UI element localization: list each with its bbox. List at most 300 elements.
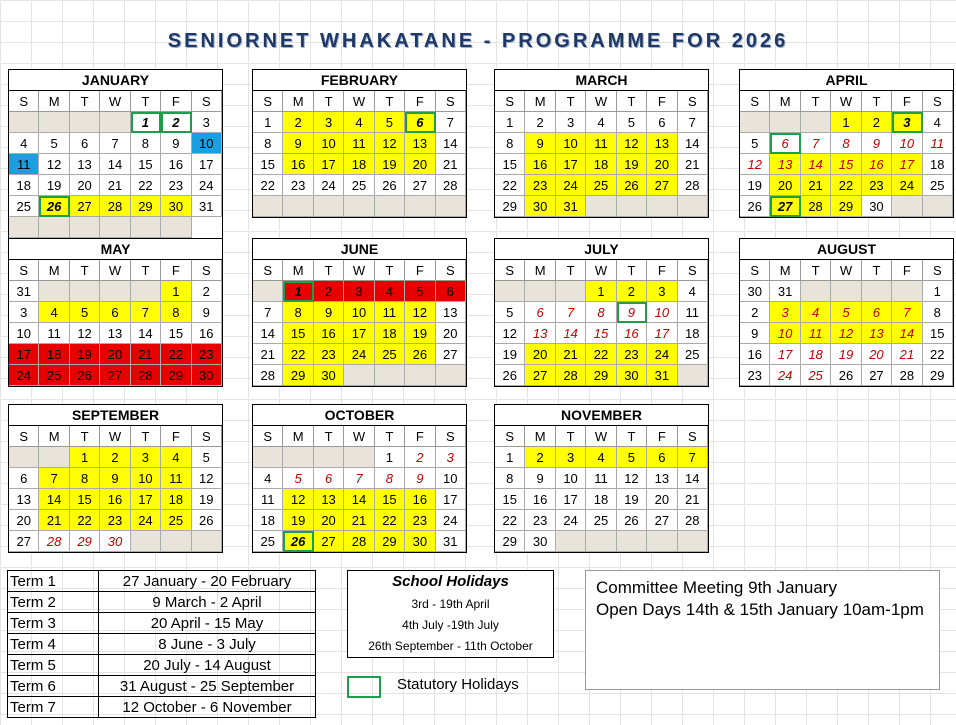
day-cell: 15 (495, 154, 525, 175)
day-cell: 20 (436, 323, 466, 344)
day-cell: 30 (862, 196, 892, 217)
day-cell: 17 (556, 489, 586, 510)
empty-day-cell (862, 281, 892, 302)
day-cell: 20 (100, 344, 130, 365)
month-may (8, 238, 223, 387)
month-grid (253, 91, 466, 217)
day-cell: 14 (39, 489, 69, 510)
day-cell: 13 (647, 133, 677, 154)
day-cell: 28 (892, 365, 922, 386)
day-cell: 10 (556, 468, 586, 489)
day-cell: 13 (70, 154, 100, 175)
day-cell: 11 (9, 154, 39, 175)
day-cell: 28 (253, 365, 283, 386)
day-cell: 17 (556, 154, 586, 175)
term-row (8, 571, 316, 592)
empty-day-cell (314, 196, 344, 217)
weekday-header: T (556, 91, 586, 112)
day-cell: 11 (39, 323, 69, 344)
day-cell: 23 (161, 175, 191, 196)
page-title: SENIORNET WHAKATANE - PROGRAMME FOR 2026 (167, 30, 789, 52)
day-cell: 15 (375, 489, 405, 510)
day-cell: 18 (344, 154, 374, 175)
empty-day-cell (314, 447, 344, 468)
weekday-header: T (617, 426, 647, 447)
day-cell: 12 (405, 302, 435, 323)
school-holiday-line: 3rd - 19th April (411, 597, 490, 611)
day-cell: 26 (375, 175, 405, 196)
day-cell: 20 (70, 175, 100, 196)
empty-day-cell (100, 217, 130, 238)
empty-day-cell (556, 531, 586, 552)
empty-day-cell (39, 447, 69, 468)
month-grid (740, 91, 953, 217)
day-cell: 27 (9, 531, 39, 552)
weekday-header: S (9, 426, 39, 447)
day-cell: 30 (405, 531, 435, 552)
day-cell: 13 (647, 468, 677, 489)
day-cell: 1 (375, 447, 405, 468)
day-cell: 22 (495, 175, 525, 196)
term-row (8, 697, 316, 718)
empty-day-cell (647, 531, 677, 552)
month-november (494, 404, 709, 553)
day-cell: 18 (375, 323, 405, 344)
day-cell: 3 (9, 302, 39, 323)
day-cell: 4 (586, 447, 616, 468)
day-cell: 15 (831, 154, 861, 175)
day-cell: 26 (617, 510, 647, 531)
day-cell: 1 (923, 281, 953, 302)
empty-day-cell (131, 531, 161, 552)
empty-day-cell (770, 112, 800, 133)
empty-day-cell (39, 112, 69, 133)
day-cell: 29 (70, 531, 100, 552)
empty-day-cell (9, 112, 39, 133)
day-cell: 19 (831, 344, 861, 365)
day-cell: 13 (314, 489, 344, 510)
weekday-header: S (495, 260, 525, 281)
empty-day-cell (131, 217, 161, 238)
day-cell: 12 (495, 323, 525, 344)
day-cell: 4 (375, 281, 405, 302)
day-cell: 1 (495, 112, 525, 133)
day-cell: 2 (740, 302, 770, 323)
empty-day-cell (586, 531, 616, 552)
day-cell: 11 (923, 133, 953, 154)
day-cell: 6 (100, 302, 130, 323)
day-cell: 18 (801, 344, 831, 365)
day-cell: 24 (9, 365, 39, 386)
day-cell: 7 (678, 447, 708, 468)
day-cell: 7 (892, 302, 922, 323)
day-cell: 26 (70, 365, 100, 386)
day-cell: 7 (131, 302, 161, 323)
day-cell: 28 (801, 196, 831, 217)
day-cell: 23 (405, 510, 435, 531)
day-cell: 28 (100, 196, 130, 217)
day-cell: 7 (436, 112, 466, 133)
weekday-header: W (344, 426, 374, 447)
empty-day-cell (405, 196, 435, 217)
day-cell: 22 (375, 510, 405, 531)
day-cell: 29 (283, 365, 313, 386)
month-october (252, 404, 467, 553)
day-cell: 15 (131, 154, 161, 175)
day-cell: 1 (70, 447, 100, 468)
day-cell: 3 (436, 447, 466, 468)
month-name: MARCH (495, 70, 708, 91)
day-cell: 15 (586, 323, 616, 344)
weekday-header: T (70, 426, 100, 447)
day-cell: 17 (344, 323, 374, 344)
day-cell: 31 (556, 196, 586, 217)
day-cell: 9 (525, 468, 555, 489)
term-dates: 12 October - 6 November (99, 697, 316, 718)
weekday-header: T (375, 426, 405, 447)
day-cell: 23 (525, 175, 555, 196)
day-cell: 6 (436, 281, 466, 302)
day-cell: 11 (801, 323, 831, 344)
day-cell: 17 (9, 344, 39, 365)
day-cell: 12 (617, 468, 647, 489)
day-cell: 13 (100, 323, 130, 344)
empty-day-cell (801, 281, 831, 302)
day-cell: 9 (161, 133, 191, 154)
day-cell: 26 (39, 196, 69, 217)
day-cell: 2 (314, 281, 344, 302)
day-cell: 9 (405, 468, 435, 489)
day-cell: 25 (801, 365, 831, 386)
day-cell: 16 (314, 323, 344, 344)
school-holidays-box (347, 570, 554, 658)
month-name: OCTOBER (253, 405, 466, 426)
day-cell: 22 (283, 344, 313, 365)
day-cell: 12 (740, 154, 770, 175)
day-cell: 29 (495, 196, 525, 217)
day-cell: 4 (161, 447, 191, 468)
day-cell: 5 (617, 112, 647, 133)
day-cell: 23 (100, 510, 130, 531)
day-cell: 16 (525, 154, 555, 175)
weekday-header: T (314, 260, 344, 281)
weekday-header: T (314, 426, 344, 447)
day-cell: 27 (405, 175, 435, 196)
day-cell: 19 (617, 489, 647, 510)
weekday-header: T (862, 260, 892, 281)
weekday-header: S (9, 260, 39, 281)
month-grid (9, 426, 222, 552)
day-cell: 7 (678, 112, 708, 133)
empty-day-cell (923, 196, 953, 217)
day-cell: 16 (617, 323, 647, 344)
weekday-header: T (70, 260, 100, 281)
month-august (739, 238, 954, 387)
empty-day-cell (525, 281, 555, 302)
empty-day-cell (344, 365, 374, 386)
day-cell: 6 (70, 133, 100, 154)
day-cell: 23 (617, 344, 647, 365)
empty-day-cell (678, 531, 708, 552)
weekday-header: F (647, 260, 677, 281)
day-cell: 14 (556, 323, 586, 344)
term-row (8, 634, 316, 655)
note-open-days: Open Days 14th & 15th January 10am-1pm (596, 600, 924, 619)
day-cell: 7 (100, 133, 130, 154)
day-cell: 16 (525, 489, 555, 510)
day-cell: 5 (283, 468, 313, 489)
weekday-header: T (314, 91, 344, 112)
day-cell: 24 (344, 344, 374, 365)
term-label: Term 5 (8, 655, 99, 676)
day-cell: 17 (770, 344, 800, 365)
day-cell: 23 (283, 175, 313, 196)
day-cell: 6 (9, 468, 39, 489)
empty-day-cell (375, 365, 405, 386)
day-cell: 8 (495, 468, 525, 489)
day-cell: 10 (344, 302, 374, 323)
day-cell: 14 (892, 323, 922, 344)
term-row (8, 676, 316, 697)
weekday-header: S (192, 91, 222, 112)
term-label: Term 3 (8, 613, 99, 634)
day-cell: 19 (283, 510, 313, 531)
day-cell: 7 (39, 468, 69, 489)
day-cell: 6 (647, 447, 677, 468)
weekday-header: S (923, 91, 953, 112)
day-cell: 24 (892, 175, 922, 196)
day-cell: 24 (647, 344, 677, 365)
day-cell: 11 (586, 468, 616, 489)
weekday-header: S (740, 91, 770, 112)
day-cell: 22 (495, 510, 525, 531)
weekday-header: S (740, 260, 770, 281)
day-cell: 18 (923, 154, 953, 175)
day-cell: 7 (801, 133, 831, 154)
weekday-header: F (405, 260, 435, 281)
notes-box (585, 570, 940, 690)
weekday-header: W (586, 91, 616, 112)
day-cell: 6 (525, 302, 555, 323)
weekday-header: S (253, 260, 283, 281)
day-cell: 14 (253, 323, 283, 344)
day-cell: 1 (283, 281, 313, 302)
weekday-header: S (678, 260, 708, 281)
day-cell: 12 (283, 489, 313, 510)
month-name: MAY (9, 239, 222, 260)
day-cell: 8 (375, 468, 405, 489)
day-cell: 2 (525, 112, 555, 133)
day-cell: 1 (131, 112, 161, 133)
weekday-header: W (344, 260, 374, 281)
weekday-header: W (831, 260, 861, 281)
day-cell: 31 (9, 281, 39, 302)
day-cell: 8 (923, 302, 953, 323)
day-cell: 7 (556, 302, 586, 323)
weekday-header: S (495, 426, 525, 447)
weekday-header: T (131, 426, 161, 447)
month-name: JULY (495, 239, 708, 260)
empty-day-cell (375, 196, 405, 217)
day-cell: 19 (39, 175, 69, 196)
day-cell: 12 (39, 154, 69, 175)
day-cell: 28 (39, 531, 69, 552)
day-cell: 10 (9, 323, 39, 344)
day-cell: 18 (161, 489, 191, 510)
day-cell: 5 (495, 302, 525, 323)
empty-day-cell (131, 281, 161, 302)
statutory-legend-label: Statutory Holidays (397, 676, 519, 693)
day-cell: 6 (647, 112, 677, 133)
term-dates: 27 January - 20 February (99, 571, 316, 592)
day-cell: 23 (740, 365, 770, 386)
day-cell: 7 (344, 468, 374, 489)
day-cell: 15 (253, 154, 283, 175)
day-cell: 4 (586, 112, 616, 133)
day-cell: 26 (740, 196, 770, 217)
day-cell: 12 (192, 468, 222, 489)
day-cell: 20 (647, 489, 677, 510)
empty-day-cell (436, 196, 466, 217)
month-march (494, 69, 709, 218)
empty-day-cell (70, 217, 100, 238)
day-cell: 10 (892, 133, 922, 154)
weekday-header: T (617, 91, 647, 112)
day-cell: 17 (314, 154, 344, 175)
weekday-header: T (801, 260, 831, 281)
day-cell: 13 (405, 133, 435, 154)
day-cell: 25 (375, 344, 405, 365)
day-cell: 26 (617, 175, 647, 196)
weekday-header: S (436, 260, 466, 281)
day-cell: 24 (436, 510, 466, 531)
empty-day-cell (344, 447, 374, 468)
day-cell: 13 (436, 302, 466, 323)
day-cell: 15 (70, 489, 100, 510)
day-cell: 30 (525, 196, 555, 217)
day-cell: 27 (862, 365, 892, 386)
weekday-header: W (100, 426, 130, 447)
empty-day-cell (9, 447, 39, 468)
day-cell: 25 (253, 531, 283, 552)
weekday-header: W (831, 91, 861, 112)
day-cell: 12 (831, 323, 861, 344)
day-cell: 10 (192, 133, 222, 154)
empty-day-cell (100, 281, 130, 302)
day-cell: 17 (647, 323, 677, 344)
day-cell: 1 (831, 112, 861, 133)
empty-day-cell (70, 281, 100, 302)
month-name: FEBRUARY (253, 70, 466, 91)
month-grid (253, 426, 466, 552)
term-dates: 31 August - 25 September (99, 676, 316, 697)
day-cell: 5 (192, 447, 222, 468)
month-name: NOVEMBER (495, 405, 708, 426)
day-cell: 28 (131, 365, 161, 386)
school-holiday-line: 4th July -19th July (402, 618, 499, 632)
empty-day-cell (892, 196, 922, 217)
day-cell: 15 (283, 323, 313, 344)
weekday-header: S (678, 91, 708, 112)
month-name: SEPTEMBER (9, 405, 222, 426)
day-cell: 25 (923, 175, 953, 196)
day-cell: 5 (831, 302, 861, 323)
empty-day-cell (495, 281, 525, 302)
term-label: Term 7 (8, 697, 99, 718)
day-cell: 13 (9, 489, 39, 510)
empty-day-cell (586, 196, 616, 217)
day-cell: 18 (586, 154, 616, 175)
day-cell: 3 (770, 302, 800, 323)
day-cell: 31 (192, 196, 222, 217)
day-cell: 10 (556, 133, 586, 154)
day-cell: 25 (586, 510, 616, 531)
month-grid (495, 426, 708, 552)
weekday-header: W (100, 91, 130, 112)
empty-day-cell (647, 196, 677, 217)
day-cell: 21 (344, 510, 374, 531)
empty-day-cell (617, 196, 647, 217)
day-cell: 8 (831, 133, 861, 154)
day-cell: 16 (862, 154, 892, 175)
day-cell: 22 (161, 344, 191, 365)
weekday-header: T (862, 91, 892, 112)
weekday-header: T (375, 260, 405, 281)
day-cell: 5 (405, 281, 435, 302)
day-cell: 19 (495, 344, 525, 365)
empty-day-cell (161, 217, 191, 238)
day-cell: 22 (70, 510, 100, 531)
day-cell: 31 (770, 281, 800, 302)
day-cell: 21 (678, 489, 708, 510)
day-cell: 30 (161, 196, 191, 217)
day-cell: 16 (405, 489, 435, 510)
day-cell: 1 (253, 112, 283, 133)
day-cell: 21 (436, 154, 466, 175)
day-cell: 16 (100, 489, 130, 510)
term-label: Term 6 (8, 676, 99, 697)
term-row (8, 592, 316, 613)
weekday-header: T (556, 260, 586, 281)
school-holiday-line: 26th September - 11th October (368, 639, 533, 653)
term-dates: 8 June - 3 July (99, 634, 316, 655)
weekday-header: M (525, 260, 555, 281)
day-cell: 14 (801, 154, 831, 175)
month-name: AUGUST (740, 239, 953, 260)
weekday-header: F (892, 260, 922, 281)
day-cell: 18 (39, 344, 69, 365)
day-cell: 15 (923, 323, 953, 344)
day-cell: 13 (525, 323, 555, 344)
empty-day-cell (70, 112, 100, 133)
day-cell: 23 (192, 344, 222, 365)
day-cell: 5 (39, 133, 69, 154)
day-cell: 28 (678, 510, 708, 531)
day-cell: 4 (39, 302, 69, 323)
day-cell: 21 (100, 175, 130, 196)
day-cell: 9 (862, 133, 892, 154)
day-cell: 1 (495, 447, 525, 468)
day-cell: 20 (9, 510, 39, 531)
month-september (8, 404, 223, 553)
day-cell: 20 (314, 510, 344, 531)
day-cell: 19 (70, 344, 100, 365)
day-cell: 27 (436, 344, 466, 365)
day-cell: 25 (39, 365, 69, 386)
empty-day-cell (161, 531, 191, 552)
day-cell: 2 (617, 281, 647, 302)
day-cell: 17 (892, 154, 922, 175)
